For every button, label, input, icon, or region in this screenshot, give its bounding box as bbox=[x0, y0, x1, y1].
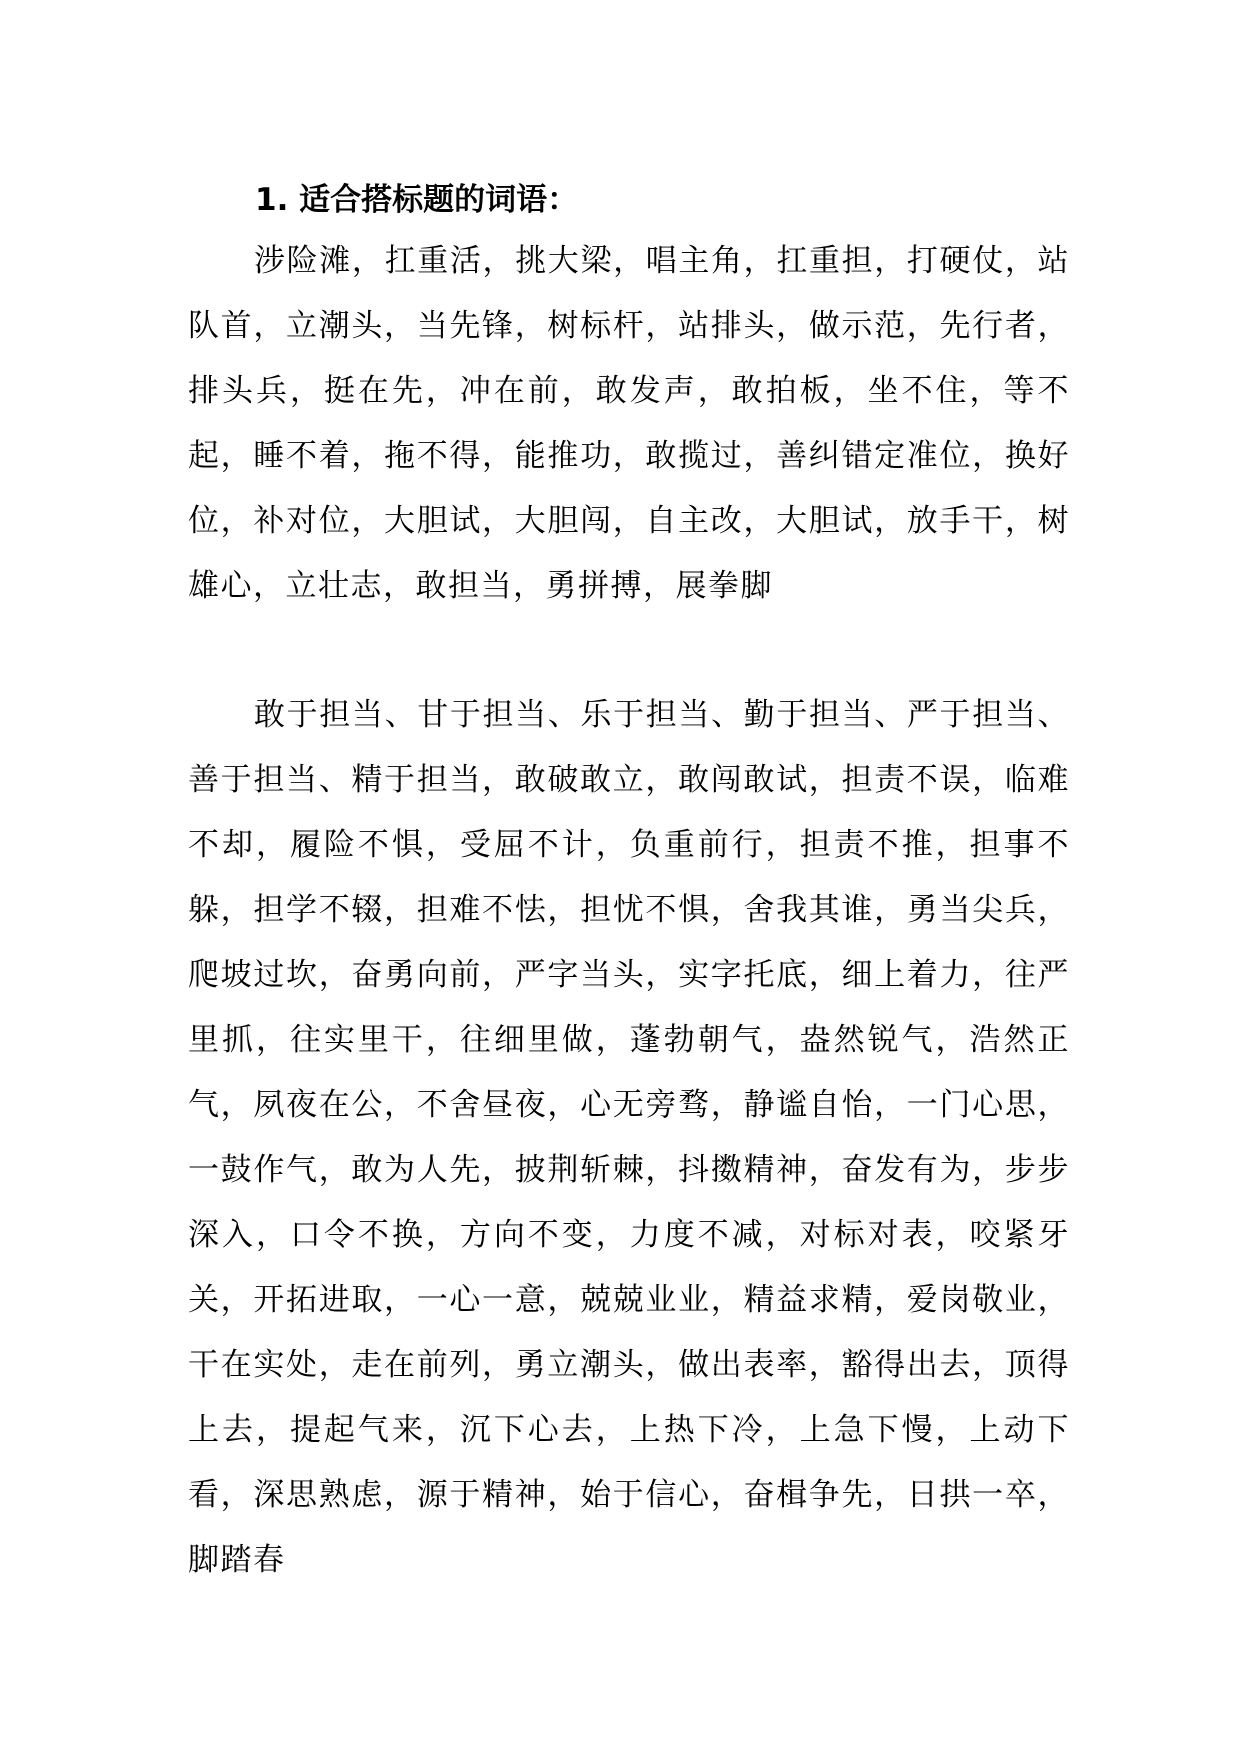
paragraph-idiom-phrases: 敢于担当、甘于担当、乐于担当、勤于担当、严于担当、善于担当、精于担当，敢破敢立，敢闯敢试，担责不误，临难不却，履险不惧，受屈不计，负重前行，担责不推，担事不躲，担学不辍，担难不怯，担忧不惧，舍我其谁，勇当尖兵，爬坡过坎，奋勇向前，严字当头，实字托底，细上着力，往严里抓，往实里干，往细里做，蓬勃朝气，盎然锐气，浩然正气，夙夜在公，不舍昼夜，心无旁骛，静谧自怡，一门心思，一鼓作气，敢为人先，披荆斩棘，抖擞精神，奋发有为，步步深入，口令不换，方向不变，力度不减，对标对表，咬紧牙关，开拓进取，一心一意，兢兢业业，精益求精，爱岗敬业，干在实处，走在前列，勇立潮头，做出表率，豁得出去，顶得上去，提起气来，沉下心去，上热下冷，上急下慢，上动下看，深思熟虑，源于精神，始于信心，奋楫争先，日拱一卒，脚踏春 bbox=[188, 697, 1070, 1578]
section-heading: 1. 适合搭标题的词语： bbox=[255, 182, 579, 218]
paragraph-action-phrases: 涉险滩，扛重活，挑大梁，唱主角，扛重担，打硬仗，站队首，立潮头，当先锋，树标杆，站排头，做示范，先行者，排头兵，挺在先，冲在前，敢发声，敢拍板，坐不住，等不起，睡不着，拖不得，能推功，敢揽过，善纠错定准位，换好位，补对位，大胆试，大胆闯，自主改，大胆试，放手干，树雄心，立壮志，敢担当，勇拼搏，展拳脚 bbox=[188, 243, 1070, 604]
